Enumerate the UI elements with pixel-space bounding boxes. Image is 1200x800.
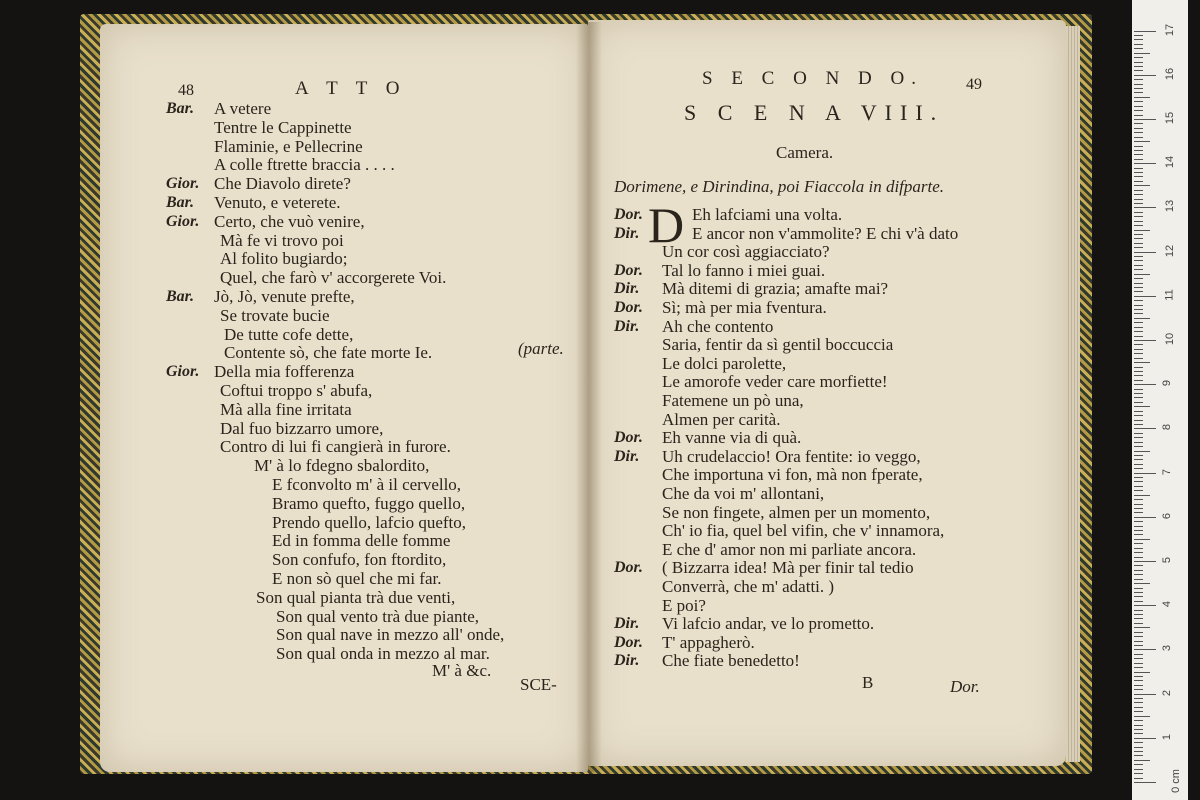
ruler-minor-tick [1134,543,1143,544]
verse-line: Quel, che farò v' accorgerete Voi. [220,268,447,288]
ruler-minor-tick [1134,53,1150,54]
ruler-minor-tick [1134,632,1143,633]
scene-characters: Dorimene, e Dirindina, poi Fiaccola in difparte. [614,177,945,196]
ruler-tick [1134,473,1156,474]
speaker-label: Dor. [614,206,643,223]
ruler-label: 12 [1164,244,1177,257]
ruler-minor-tick [1134,274,1150,275]
ruler-minor-tick [1134,66,1143,67]
ruler-minor-tick [1134,548,1143,549]
stage-direction: (parte. [518,339,564,358]
ruler-minor-tick [1134,300,1143,301]
ruler-minor-tick [1134,490,1143,491]
verse-line: Eh vanne via di quà. [662,428,802,448]
verse-line: E non sò quel che mi far. [272,569,442,588]
verse-line: Son qual onda in mezzo al mar. [276,644,490,664]
verse-line: Son qual vento trà due piante, [276,606,480,626]
ruler-minor-tick [1134,265,1143,266]
verse-line: Son confufo, fon ftordito, [272,550,447,570]
ruler-minor-tick [1134,596,1143,597]
ruler-minor-tick [1134,283,1143,284]
right-catchword: Dor. [950,677,980,696]
ruler-minor-tick [1134,530,1143,531]
ruler-minor-tick [1134,128,1143,129]
right-page-number: 49 [966,76,982,93]
speaker-label: Dor. [614,261,643,279]
ruler-label: 11 [1163,289,1176,301]
ruler-label: 6 [1161,512,1174,519]
ruler-minor-tick [1134,101,1143,102]
ruler-minor-tick [1134,557,1143,558]
ruler-minor-tick [1134,689,1143,690]
ruler-label: 1 [1161,733,1174,740]
verse-line: Ah che contento [662,316,774,336]
ruler-minor-tick [1134,433,1143,434]
ruler-minor-tick [1134,764,1143,765]
ruler-minor-tick [1134,627,1150,628]
speaker-label: Dir. [614,615,640,633]
verse-line: Mà fe vi trovo poi [220,230,344,250]
verse-line: Le dolci parolette, [662,353,787,373]
ruler-label: 14 [1164,156,1177,169]
ruler-minor-tick [1134,146,1143,147]
ruler-minor-tick [1134,97,1150,98]
verse-line: Della mia fofferenza [214,362,355,382]
speaker-label: Dir. [614,280,640,298]
verse-line: Tal lo fanno i miei guai. [662,260,826,280]
ruler-minor-tick [1134,729,1143,730]
ruler-minor-tick [1134,610,1143,611]
speaker-label: Bar. [166,100,195,117]
ruler-minor-tick [1134,380,1143,381]
ruler-minor-tick [1134,35,1143,36]
ruler-minor-tick [1134,349,1143,350]
verse-line: Se non fingete, almen per un momento, [662,502,931,522]
ruler-minor-tick [1134,698,1143,699]
ruler-minor-tick [1134,645,1143,646]
ruler-minor-tick [1134,588,1143,589]
ruler-minor-tick [1134,574,1143,575]
ruler-minor-tick [1134,115,1143,116]
ruler-minor-tick [1134,216,1143,217]
ruler-minor-tick [1134,685,1143,686]
speaker-label: Dor. [614,633,643,651]
ruler-label: 0 cm [1169,769,1182,793]
ruler-minor-tick [1134,579,1143,580]
ruler-minor-tick [1134,269,1143,270]
ruler-minor-tick [1134,62,1143,63]
ruler-minor-tick [1134,711,1143,712]
ruler-minor-tick [1134,194,1143,195]
ruler-minor-tick [1134,172,1143,173]
ruler-tick [1134,694,1156,695]
ruler-minor-tick [1134,663,1143,664]
verse-line: Vi lafcio andar, ve lo prometto. [662,614,875,634]
ruler-minor-tick [1134,106,1143,107]
ruler-minor-tick [1134,716,1150,717]
ruler-minor-tick [1134,521,1143,522]
scene-title: S C E N A VIII. [684,100,945,125]
verse-line: Jò, Jò, venute prefte, [214,287,355,306]
ruler-minor-tick [1134,344,1143,345]
verse-line: De tutte cofe dette, [224,324,354,344]
ruler-minor-tick [1134,583,1150,584]
drop-cap: D [648,197,685,253]
ruler-minor-tick [1134,654,1143,655]
ruler-tick [1134,75,1156,76]
ruler-minor-tick [1134,459,1143,460]
ruler-minor-tick [1134,389,1143,390]
ruler-minor-tick [1134,367,1143,368]
ruler-minor-tick [1134,468,1143,469]
verse-line: Un cor così aggiacciato? [662,242,830,262]
ruler-label: 4 [1161,601,1174,608]
verse-line: Prendo quello, lafcio quefto, [272,512,467,532]
ruler-minor-tick [1134,150,1143,151]
verse-line: Mà ditemi di grazia; amafte mai? [662,279,889,299]
verse-line: E fconvolto m' à il cervello, [272,475,462,494]
ruler-minor-tick [1134,70,1143,71]
ruler-tick [1134,296,1156,297]
ruler-minor-tick [1134,176,1143,177]
speaker-label: Dir. [614,447,640,465]
verse-line: Coftui troppo s' abufa, [220,381,373,400]
ruler-tick [1134,782,1156,783]
verse-line: Saria, fentir da sì gentil boccuccia [662,335,894,355]
ruler-minor-tick [1134,123,1143,124]
ruler-minor-tick [1134,181,1143,182]
ruler-tick [1134,252,1156,253]
ruler-minor-tick [1134,287,1143,288]
verse-line: Converrà, che m' adatti. ) [662,577,835,596]
ruler-minor-tick [1134,154,1143,155]
ruler-minor-tick [1134,415,1143,416]
verse-line: T' appagherò. [662,632,755,652]
ruler-minor-tick [1134,504,1143,505]
ruler-minor-tick [1134,707,1143,708]
ruler-label: 7 [1161,468,1174,475]
ruler-minor-tick [1134,618,1143,619]
ruler-minor-tick [1134,358,1143,359]
speaker-label: Gior. [166,175,200,193]
ruler-minor-tick [1134,230,1150,231]
ruler-minor-tick [1134,667,1143,668]
verse-line: Se trovate bucie [220,305,330,325]
ruler-minor-tick [1134,720,1143,721]
verse-line: A vetere [214,99,272,118]
ruler-minor-tick [1134,362,1150,363]
ruler-minor-tick [1134,406,1150,407]
ruler-minor-tick [1134,185,1150,186]
ruler-minor-tick [1134,451,1150,452]
ruler-label: 16 [1164,67,1177,80]
ruler-minor-tick [1134,773,1143,774]
ruler-minor-tick [1134,39,1143,40]
right-running-head: S E C O N D O. [702,68,923,89]
ruler-minor-tick [1134,486,1143,487]
ruler-minor-tick [1134,309,1143,310]
ruler-label: 15 [1164,111,1177,125]
verse-line: Che Diavolo direte? [214,174,351,194]
verse-line: Al folito bugiardo; [220,249,348,269]
speaker-label: Gior. [166,212,200,230]
ruler-minor-tick [1134,526,1143,527]
verse-line: Bramo quefto, fuggo quello, [272,493,466,513]
verse-line: ( Bizzarra idea! Mà per finir tal tedio [662,558,914,578]
ruler-minor-tick [1134,570,1143,571]
ruler-label: 9 [1161,380,1174,387]
ruler-minor-tick [1134,477,1143,478]
verse-line: Uh crudelaccio! Ora fentite: io veggo, [662,446,921,466]
ruler-minor-tick [1134,601,1143,602]
ruler-minor-tick [1134,256,1143,257]
verse-line: Fatemene un pò una, [662,391,804,410]
ruler-tick [1134,605,1156,606]
ruler-minor-tick [1134,420,1143,421]
ruler-minor-tick [1134,760,1150,761]
verse-line: M' à lo fdegno sbalordito, [254,456,430,476]
ruler-minor-tick [1134,755,1143,756]
ruler-minor-tick [1134,331,1143,332]
ruler-minor-tick [1134,442,1143,443]
ruler-minor-tick [1134,747,1143,748]
ruler-minor-tick [1134,437,1143,438]
ruler-tick [1134,384,1156,385]
ruler-minor-tick [1134,278,1143,279]
ruler-minor-tick [1134,318,1150,319]
ruler-minor-tick [1134,769,1143,770]
ruler-minor-tick [1134,539,1150,540]
ruler-minor-tick [1134,221,1143,222]
ruler-minor-tick [1134,371,1143,372]
speaker-label: Dir. [614,652,640,670]
ruler-minor-tick [1134,676,1143,677]
verse-line: E che d' amor non mi parliate ancora. [662,539,917,559]
ruler-minor-tick [1134,455,1143,456]
verse-line: Son qual nave in mezzo all' onde, [276,625,505,645]
verse-line: A colle ftrette braccia . . . . [214,155,395,175]
ruler-label: 3 [1161,645,1174,652]
ruler-minor-tick [1134,247,1143,248]
ruler-tick [1134,31,1156,32]
ruler-minor-tick [1134,680,1143,681]
ruler-minor-tick [1134,375,1143,376]
ruler-minor-tick [1134,565,1143,566]
ruler-minor-tick [1134,84,1143,85]
ruler-minor-tick [1134,336,1143,337]
verse-line: Contro di lui fi cangierà in furore. [220,437,451,457]
ruler-minor-tick [1134,212,1143,213]
speaker-label: Bar. [166,194,195,211]
ruler-tick [1134,207,1156,208]
signature-mark: B [862,673,874,692]
speaker-label: Dor. [614,429,643,447]
right-page [588,20,1066,766]
ruler-label: 8 [1161,424,1174,431]
book-gutter [576,22,602,772]
ruler-minor-tick [1134,552,1143,553]
verse-line: Certo, che vuò venire, [214,211,365,231]
verse-line: Le amorofe veder care morfiette! [662,372,888,392]
ruler-minor-tick [1134,353,1143,354]
ruler-minor-tick [1134,393,1143,394]
speaker-label: Bar. [166,288,195,305]
ruler-minor-tick [1134,592,1143,593]
ruler-minor-tick [1134,243,1143,244]
verse-line: Flaminie, e Pellecrine [214,136,363,156]
ruler-tick [1134,340,1156,341]
ruler-tick [1134,517,1156,518]
verse-line: Eh lafciami una volta. [692,205,843,224]
speaker-label: Dor. [614,559,643,577]
verse-line: Ch' io fia, quel bel vifin, che v' innamora, [662,521,945,541]
ruler-minor-tick [1134,508,1143,509]
ruler-minor-tick [1134,636,1143,637]
ruler-label: 5 [1161,556,1174,564]
ruler-minor-tick [1134,234,1143,235]
ruler-minor-tick [1134,733,1143,734]
ruler-label: 2 [1161,689,1174,696]
speaker-label: Dir. [614,224,640,242]
ruler-minor-tick [1134,168,1143,169]
ruler-minor-tick [1134,499,1143,500]
ruler-minor-tick [1134,199,1143,200]
ruler-minor-tick [1134,260,1143,261]
verse-line: E ancor non v'ammolite? E chi v'à dato [692,223,959,243]
ruler-minor-tick [1134,512,1143,513]
ruler-minor-tick [1134,623,1143,624]
ruler-tick [1134,163,1156,164]
ruler-minor-tick [1134,238,1143,239]
verse-line: E poi? [662,595,706,615]
ruler-minor-tick [1134,225,1143,226]
speaker-label: Dir. [614,317,640,335]
verse-line: Dal fuo bizzarro umore, [220,418,384,438]
ruler-minor-tick [1134,534,1143,535]
left-running-head: A T T O [295,78,407,99]
ruler-label: 10 [1164,332,1177,346]
verse-line: Son qual pianta trà due venti, [256,587,456,607]
ruler-minor-tick [1134,742,1143,743]
ruler-minor-tick [1134,322,1143,323]
verse-line: Ed in fomma delle fomme [272,531,451,551]
ruler-tick [1134,119,1156,120]
ruler-minor-tick [1134,702,1143,703]
ruler-minor-tick [1134,672,1150,673]
ruler-minor-tick [1134,44,1143,45]
page-edges [1066,26,1080,762]
ruler-tick [1134,561,1156,562]
ruler-minor-tick [1134,48,1143,49]
verse-line: Venuto, e veterete. [214,193,341,212]
ruler-minor-tick [1134,190,1143,191]
ruler-minor-tick [1134,291,1143,292]
scene-location: Camera. [776,143,834,162]
ruler-minor-tick [1134,141,1150,142]
ruler-minor-tick [1134,402,1143,403]
ruler-minor-tick [1134,641,1143,642]
ruler-minor-tick [1134,137,1143,138]
ruler-tick [1134,738,1156,739]
ruler-minor-tick [1134,658,1143,659]
left-catchword: SCE- [520,675,557,694]
ruler-label: 17 [1164,23,1177,36]
ruler-label: 13 [1164,200,1177,213]
ruler-minor-tick [1134,397,1143,398]
ruler-minor-tick [1134,778,1143,779]
ruler-minor-tick [1134,725,1143,726]
ruler-minor-tick [1134,88,1143,89]
verse-line: Almen per carità. [662,409,781,429]
ruler-minor-tick [1134,751,1143,752]
ruler-minor-tick [1134,203,1143,204]
ruler-minor-tick [1134,79,1143,80]
left-page-number: 48 [178,82,194,99]
ruler-minor-tick [1134,313,1143,314]
ruler-minor-tick [1134,424,1143,425]
ruler-minor-tick [1134,92,1143,93]
ruler-minor-tick [1134,159,1143,160]
ruler-minor-tick [1134,110,1143,111]
verse-line: Che importuna vi fon, mà non fperate, [662,465,923,485]
speaker-label: Gior. [166,363,200,381]
ruler-minor-tick [1134,464,1143,465]
ruler-minor-tick [1134,495,1150,496]
ruler-minor-tick [1134,411,1143,412]
verse-line: Che da voi m' allontani, [662,484,825,503]
ruler-minor-tick [1134,481,1143,482]
ruler-minor-tick [1134,327,1143,328]
ruler-tick [1134,428,1156,429]
verse-line: Che fiate benedetto! [662,651,800,671]
ruler-minor-tick [1134,132,1143,133]
verse-line: Contente sò, che fate morte Ie. [224,343,433,363]
ruler-minor-tick [1134,614,1143,615]
ruler-tick [1134,649,1156,650]
ruler-minor-tick [1134,446,1143,447]
ruler-minor-tick [1134,57,1143,58]
verse-line: Tentre le Cappinette [214,117,352,137]
speaker-label: Dor. [614,299,643,316]
ruler-minor-tick [1134,305,1143,306]
da-capo: M' à &c. [432,661,492,680]
verse-line: Mà alla fine irritata [220,399,352,419]
verse-line: Sì; mà per mia fventura. [662,298,827,317]
